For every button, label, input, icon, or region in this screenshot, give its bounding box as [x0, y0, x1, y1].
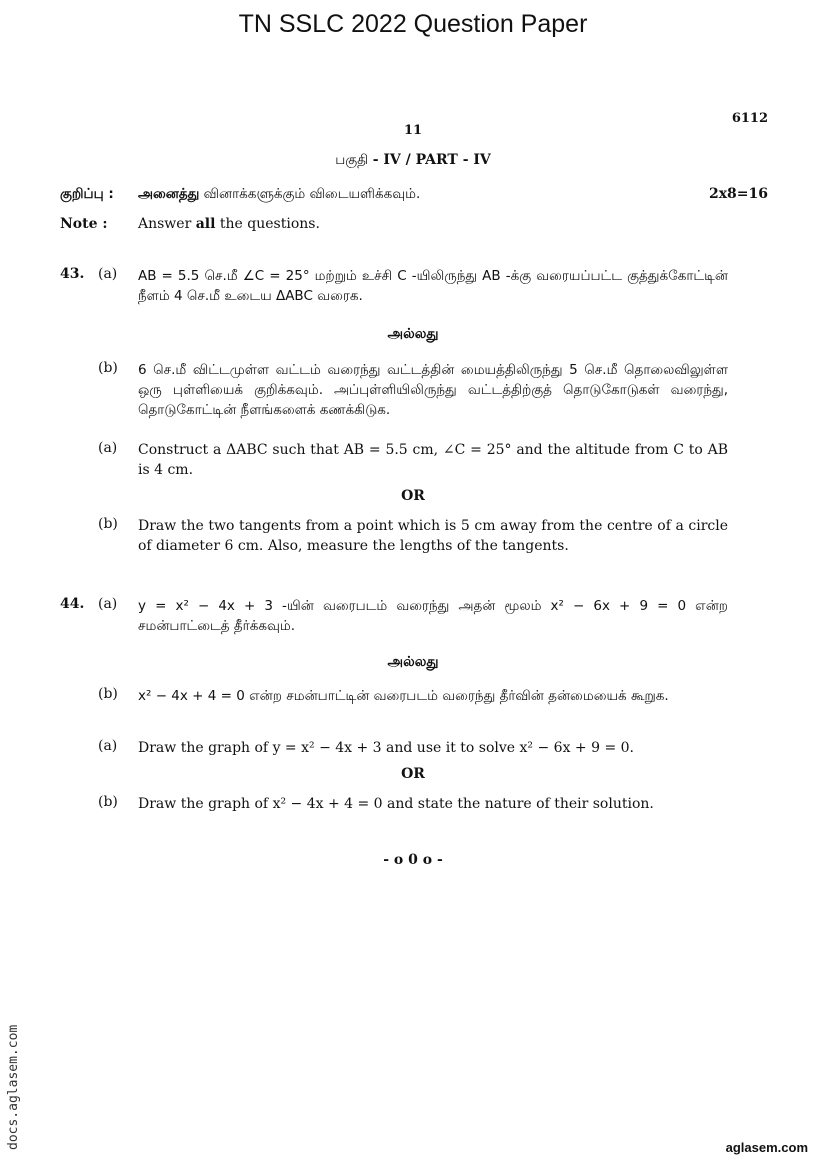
- end-mark: - o 0 o -: [383, 852, 443, 868]
- page-number: 11: [403, 123, 423, 138]
- q43-or-en: OR: [401, 488, 425, 504]
- note-post: the questions.: [219, 216, 320, 232]
- q43-a-en: Construct a ΔABC such that AB = 5.5 cm, ∠C = 25° and the altitude from C to AB is 4 cm.: [138, 442, 728, 478]
- q44-a-tamil: y = x² − 4x + 3 -யின் வரைபடம் வரைந்து அதன் மூலம் x² − 6x + 9 = 0 என்ற சமன்பாட்டைத் தீர்க்கவும்.: [138, 598, 728, 634]
- q43-b-en: Draw the two tangents from a point which is 5 cm away from the centre of a circle of diameter 6 cm. Also, measure the lengths of the tangents.: [138, 518, 728, 554]
- marks-scheme: 2x8=16: [708, 186, 768, 202]
- question-43-number: 43.: [60, 266, 85, 282]
- q44-b-en-label: (b): [98, 794, 118, 810]
- q43-a-en-label: (a): [98, 440, 118, 456]
- part-heading: [0, 152, 826, 170]
- q44-b-tamil: x² − 4x + 4 = 0 என்ற சமன்பாட்டின் வரைபடம் வரைந்து தீர்வின் தன்மையைக் கூறுக.: [138, 688, 669, 704]
- tamil-note-text: [138, 186, 420, 204]
- note-text: [138, 216, 320, 232]
- q43-b-tamil-label: (b): [98, 360, 118, 376]
- q43-b-tamil: 6 செ.மீ விட்டமுள்ள வட்டம் வரைந்து வட்டத்தின் மையத்திலிருந்து 5 செ.மீ தொலைவிலுள்ள ஒரு புள்ளியைக் குறிக்கவும். அப்புள்ளியிலிருந்து வட்டத்திற்குத் தொடுகோடுகள் வரைந்து, தொடுகோட்டின் நீளங்களைக் கணக்கிடுக.: [138, 362, 728, 418]
- tamil-note-label: குறிப்பு :: [60, 186, 114, 202]
- q43-a-tamil-label: (a): [98, 266, 118, 282]
- q43-b-en-label: (b): [98, 516, 118, 532]
- q44-b-tamil-label: (b): [98, 686, 118, 702]
- q43-a-tamil: AB = 5.5 செ.மீ ∠C = 25° மற்றும் உச்சி C -யிலிருந்து AB -க்கு வரையப்பட்ட குத்துக்கோட்டின் நீளம் 4 செ.மீ உடைய ΔABC வரைக.: [138, 268, 729, 304]
- q44-or-tamil: அல்லது: [387, 654, 439, 670]
- document-title: TN SSLC 2022 Question Paper: [238, 10, 588, 38]
- paper-code: 6112: [731, 111, 768, 126]
- question-44-number: 44.: [60, 596, 85, 612]
- note-bold: all: [195, 216, 216, 232]
- q43-or-tamil: அல்லது: [387, 326, 439, 342]
- note-pre: Answer: [138, 216, 192, 232]
- q44-a-en-label: (a): [98, 738, 118, 754]
- q44-or-en: OR: [401, 766, 425, 782]
- q44-b-en: Draw the graph of x² − 4x + 4 = 0 and state the nature of their solution.: [138, 796, 654, 812]
- watermark-right: aglasem.com: [725, 1140, 808, 1155]
- note-label: Note :: [60, 216, 108, 232]
- watermark-left: docs.aglasem.com: [6, 1024, 21, 1150]
- tamil-note-bold: அனைத்து: [138, 186, 200, 202]
- tamil-note-rest: வினாக்களுக்கும் விடையளிக்கவும்.: [203, 186, 421, 202]
- part-label: - IV / PART - IV: [372, 152, 491, 168]
- q44-a-en: Draw the graph of y = x² − 4x + 3 and use it to solve x² − 6x + 9 = 0.: [138, 740, 635, 756]
- part-tamil: பகுதி: [335, 152, 369, 168]
- q44-a-tamil-label: (a): [98, 596, 118, 612]
